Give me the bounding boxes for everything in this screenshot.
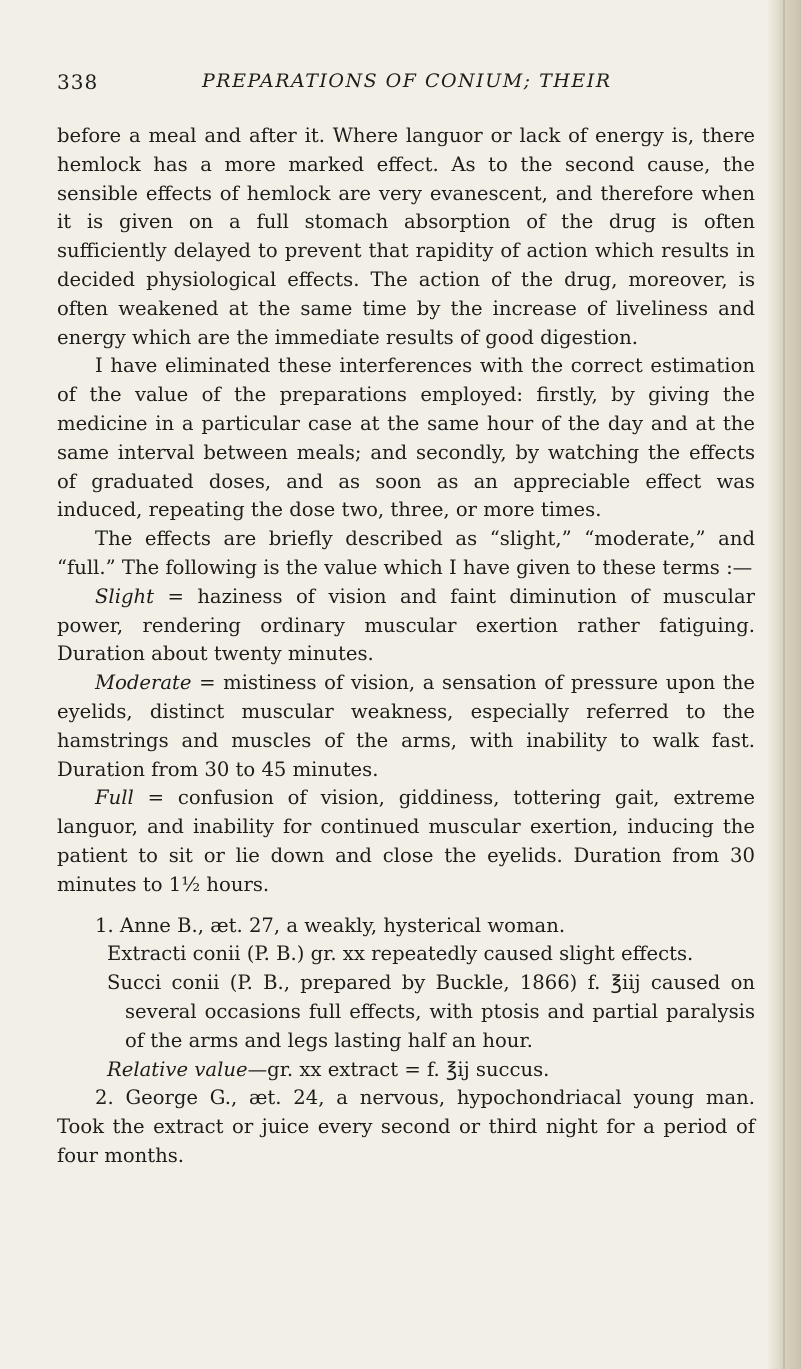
definition-moderate [57, 669, 755, 784]
relative-value-text: —gr. xx extract = f. ℥ij succus. [247, 1057, 550, 1081]
page-header [57, 70, 755, 100]
page-edge-shadow [767, 0, 801, 1369]
page-number: 338 [57, 70, 99, 94]
case-1-extract-line: Extracti conii (P. B.) gr. xx repeatedly caused slight effects. [107, 942, 694, 966]
paragraph-3: The effects are briefly described as “slight,” “moderate,” and “full.” The following is the value which I have given to these terms :— [57, 527, 755, 579]
relative-value-term: Relative value [107, 1057, 248, 1081]
definition-slight [57, 583, 755, 669]
definition-text: = haziness of vision and faint diminution of muscular power, rendering ordinary muscular exertion rather fatiguing. Duration about twenty minutes. [57, 584, 755, 666]
running-head: PREPARATIONS OF CONIUM; THEIR [202, 70, 612, 92]
case-list [57, 912, 755, 1171]
definition-text: = confusion of vision, giddiness, tottering gait, extreme languor, and inability for continued muscular exertion, inducing the patient to sit or lie down and close the eyelids. Duration from 30 minutes to 1½ hours. [57, 786, 755, 896]
case-1-heading: 1. Anne B., æt. 27, a weakly, hysterical woman. [95, 913, 566, 937]
page-body [57, 122, 755, 1171]
definition-text: = mistiness of vision, a sensation of pressure upon the eyelids, distinct muscular weakness, especially referred to the hamstrings and muscles of the arms, with inability to walk fast. Duration from 30 to 45 minutes. [57, 671, 755, 781]
case-2: 2. George G., æt. 24, a nervous, hypochondriacal young man. Took the extract or juice every second or third night for a period of four months. [57, 1086, 755, 1167]
case-1-succus-line: Succi conii (P. B., prepared by Buckle, 1866) f. ℥iij caused on several occasions full effects, with ptosis and partial paralysis of the arms and legs lasting half an hour. [107, 971, 755, 1052]
definition-term: Moderate [95, 671, 192, 695]
paragraph-2: I have eliminated these interferences with the correct estimation of the value of the preparations employed: firstly, by giving the medicine in a particular case at the same hour of the day and at the same interval between meals; and secondly, by watching the effects of graduated doses, and as soon as an appreciable effect was induced, repeating the dose two, three, or more times. [57, 354, 755, 522]
case-1-relative-value [57, 1056, 755, 1085]
definition-term: Full [95, 786, 134, 810]
definition-full [57, 784, 755, 899]
definition-term: Slight [95, 584, 154, 608]
paragraph-1: before a meal and after it. Where languor or lack of energy is, there hemlock has a more marked effect. As to the second cause, the sensible effects of hemlock are very evanescent, and therefore when it is given on a full stomach absorption of the drug is often sufficiently delayed to prevent that rapidity of action which results in decided physiological effects. The action of the drug, moreover, is often weakened at the same time by the increase of liveliness and energy which are the immediate results of good digestion. [57, 124, 755, 349]
